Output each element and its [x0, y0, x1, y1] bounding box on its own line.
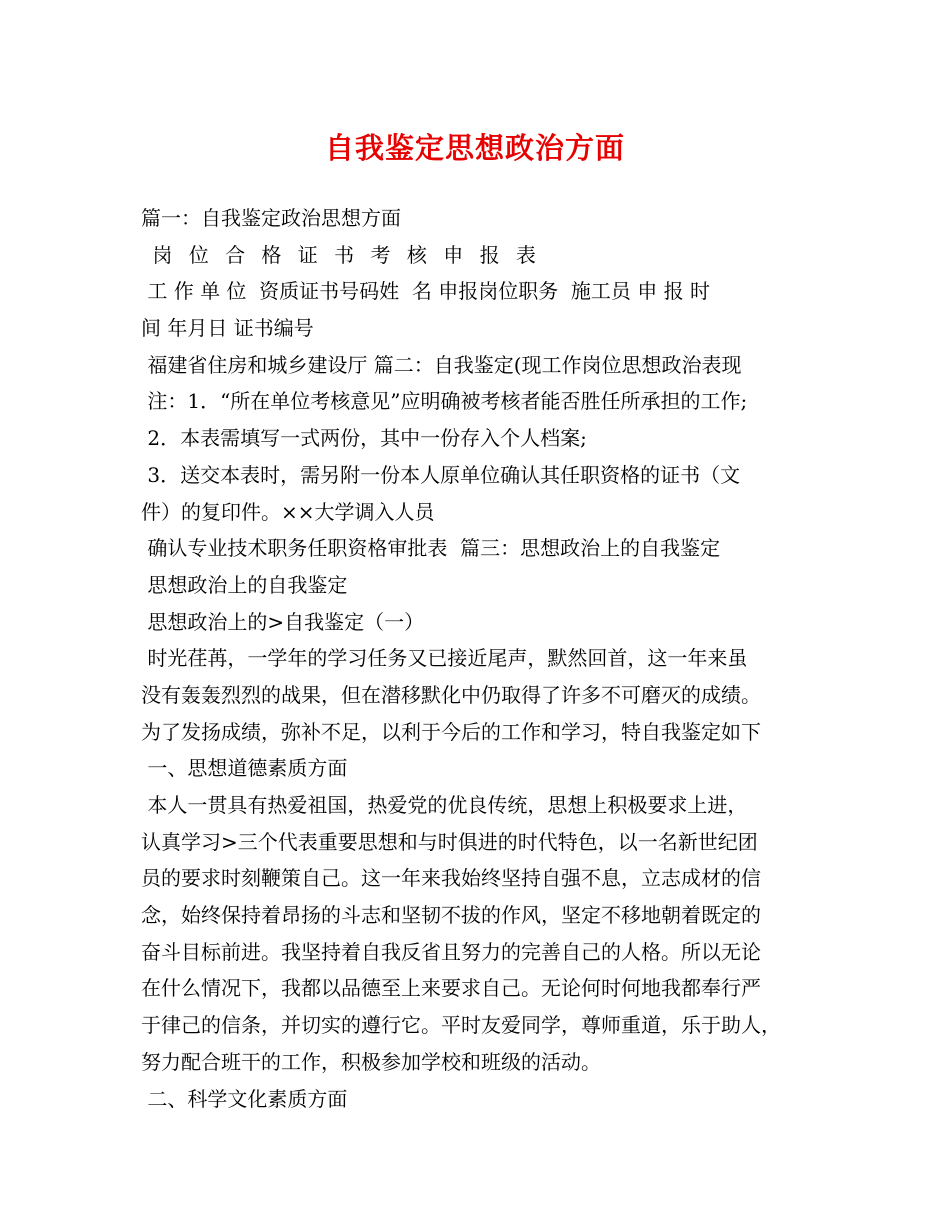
- text-line: 件）的复印件。××大学调入人员: [141, 499, 435, 524]
- text-line: 于律己的信条，并切实的遵行它。平时友爱同学，尊师重道，乐于助人，: [141, 1013, 781, 1038]
- document-body: [141, 200, 821, 1117]
- text-line: 二、科学文化素质方面: [141, 1086, 348, 1111]
- text-line: 2．本表需填写一式两份，其中一份存入个人档案;: [141, 426, 587, 451]
- text-line: 念，始终保持着昂扬的斗志和坚韧不拔的作风，坚定不移地朝着既定的: [141, 903, 761, 928]
- text-line: 认真学习>三个代表重要思想和与时俱进的时代特色，以一名新世纪团: [141, 829, 758, 854]
- text-line: 岗 位 合 格 证 书 考 核 申 报 表: [141, 242, 541, 267]
- text-line: 在什么情况下，我都以品德至上来要求自己。无论何时何地我都奉行严: [141, 976, 761, 1001]
- text-line: 一、思想道德素质方面: [141, 756, 348, 781]
- text-line: 注：1．“所在单位考核意见”应明确被考核者能否胜任所承担的工作;: [141, 389, 748, 414]
- text-line: 工 作 单 位 资质证书号码姓 名 申报岗位职务 施工员 申 报 时: [141, 279, 711, 304]
- text-line: 思想政治上的自我鉴定: [141, 572, 348, 597]
- text-line: 时光荏苒，一学年的学习任务又已接近尾声，默然回首，这一年来虽: [141, 646, 748, 671]
- text-line: 3．送交本表时，需另附一份本人原单位确认其任职资格的证书（文: [141, 462, 741, 487]
- text-line: 为了发扬成绩，弥补不足，以利于今后的工作和学习，特自我鉴定如下: [141, 719, 761, 744]
- text-line: 思想政治上的>自我鉴定（一）: [141, 609, 425, 634]
- text-line: 没有轰轰烈烈的战果，但在潜移默化中仍取得了许多不可磨灭的成绩。: [141, 682, 761, 707]
- text-line: 员的要求时刻鞭策自己。这一年来我始终坚持自强不息，立志成材的信: [141, 866, 761, 891]
- text-line: 努力配合班干的工作，积极参加学校和班级的活动。: [141, 1049, 601, 1074]
- document-title: 自我鉴定思想政治方面: [324, 131, 625, 165]
- text-line: 篇一：自我鉴定政治思想方面: [141, 206, 401, 230]
- text-line: 确认专业技术职务任职资格审批表 篇三：思想政治上的自我鉴定: [141, 536, 721, 561]
- text-line: 福建省住房和城乡建设厅 篇二：自我鉴定(现工作岗位思想政治表现: [141, 352, 742, 377]
- text-line: 本人一贯具有热爱祖国，热爱党的优良传统，思想上积极要求上进，: [141, 793, 748, 817]
- text-line: 奋斗目标前进。我坚持着自我反省且努力的完善自己的人格。所以无论: [141, 939, 761, 964]
- text-line: 间 年月日 证书编号: [141, 316, 314, 341]
